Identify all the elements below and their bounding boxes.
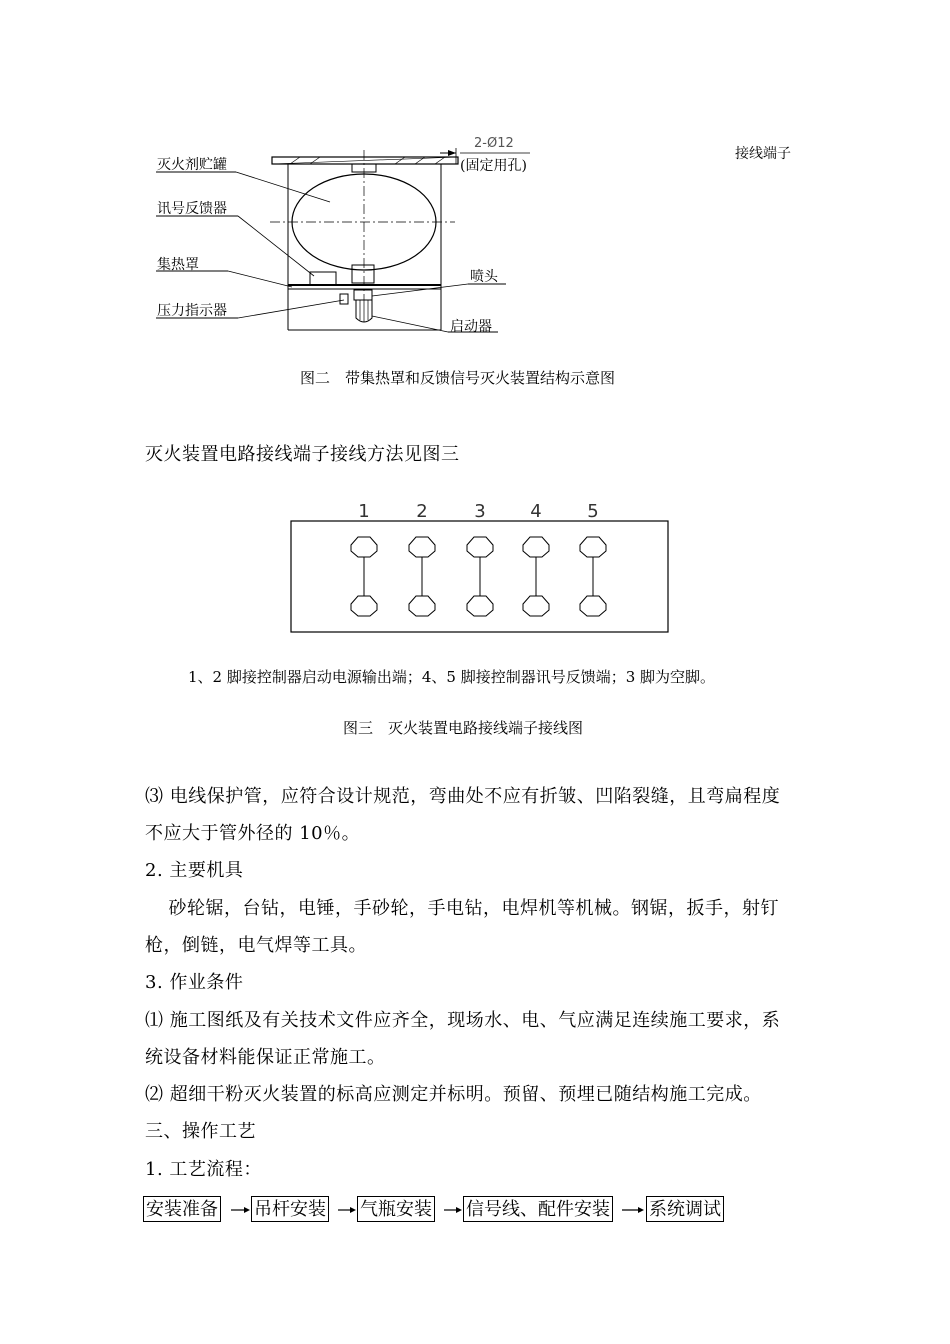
pin-label: 4 [530, 501, 542, 522]
device-structure-drawing [0, 0, 950, 360]
section-heading: 3. 作业条件 [145, 972, 244, 993]
flow-step-3: 气瓶安装 [357, 1196, 435, 1222]
section-heading: 三、操作工艺 [145, 1121, 256, 1142]
flow-arrow [338, 1207, 356, 1213]
paragraph-line: ⑴ 施工图纸及有关技术文件应齐全，现场水、电、气应满足连续施工要求，系 [145, 1010, 781, 1031]
paragraph-line: ⑶ 电线保护管，应符合设计规范，弯曲处不应有折皱、凹陷裂缝，且弯扁程度 [145, 786, 781, 807]
flow-arrows [0, 1196, 950, 1236]
label-tank: 灭火剂贮罐 [157, 157, 227, 173]
label-terminal: 接线端子 [735, 146, 791, 162]
paragraph-line: 砂轮锯，台钻，电锤，手砂轮，手电钻，电焊机等机械。钢锯，扳手，射钉 [150, 898, 779, 919]
label-hood: 集热罩 [157, 257, 199, 273]
figure-2-caption: 图二 带集热罩和反馈信号灭火装置结构示意图 [300, 369, 616, 387]
terminal-2 [409, 501, 435, 616]
section-heading: 2. 主要机具 [145, 860, 244, 881]
pin-label: 3 [474, 501, 486, 522]
flow-arrow [231, 1207, 250, 1213]
terminal-block-drawing [0, 495, 950, 695]
terminal-5 [580, 501, 606, 616]
paragraph-line: 统设备材料能保证正常施工。 [145, 1047, 386, 1068]
paragraph-line: 不应大于管外径的 10％。 [145, 823, 361, 844]
paragraph-line: ⑵ 超细干粉灭火装置的标高应测定并标明。预留、预埋已随结构施工完成。 [145, 1084, 762, 1105]
flow-step-2: 吊杆安装 [251, 1196, 329, 1222]
flow-step-4: 信号线、配件安装 [463, 1196, 613, 1222]
intro-line: 灭火装置电路接线端子接线方法见图三 [145, 444, 460, 465]
figure-3-note: 1、2 脚接控制器启动电源输出端；4、5 脚接控制器讯号反馈端；3 脚为空脚。 [188, 668, 716, 686]
flow-step-1: 安装准备 [143, 1196, 221, 1222]
label-nozzle: 喷头 [470, 269, 498, 285]
label-starter: 启动器 [450, 319, 492, 335]
paragraph-line: 枪，倒链，电气焊等工具。 [145, 935, 367, 956]
label-hole-spec: 2-Ø12 [474, 136, 514, 151]
terminal-1 [351, 501, 377, 616]
pin-label: 1 [358, 501, 370, 522]
label-hole-note: (固定用孔) [460, 158, 527, 174]
flow-arrow [444, 1207, 462, 1213]
flow-step-5: 系统调试 [646, 1196, 724, 1222]
pin-label: 2 [416, 501, 428, 522]
section-heading: 1. 工艺流程： [145, 1159, 262, 1180]
flow-arrow [622, 1207, 644, 1213]
figure-3-caption: 图三 灭火装置电路接线端子接线图 [343, 719, 584, 737]
pin-label: 5 [587, 501, 599, 522]
terminal-3 [467, 501, 493, 616]
terminal-4 [523, 501, 549, 616]
label-feedback: 讯号反馈器 [157, 201, 227, 217]
label-pressure: 压力指示器 [157, 303, 227, 319]
